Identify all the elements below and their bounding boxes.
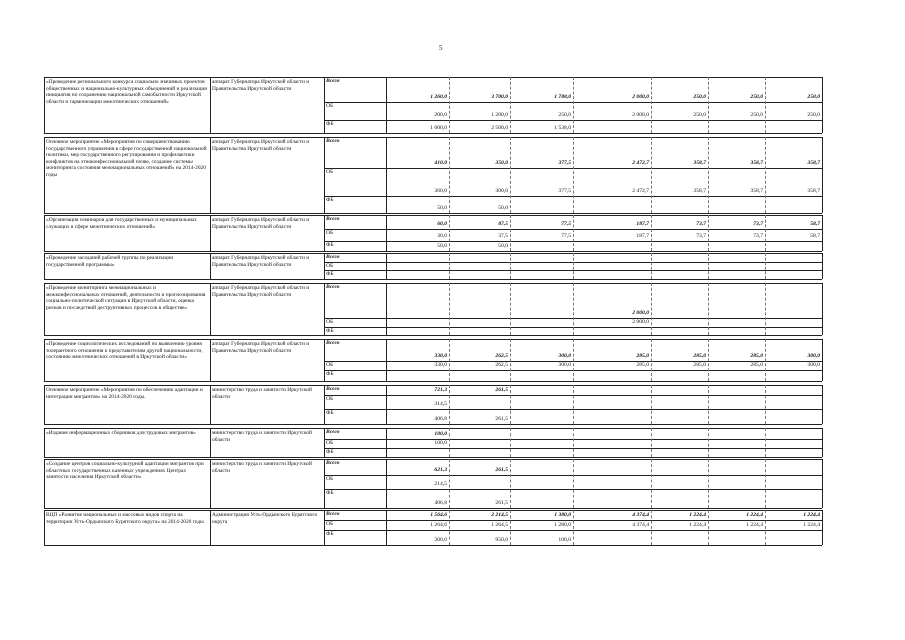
executor-name: министерство труда и занятости Иркутской области: [212, 387, 312, 400]
value-col-border: [510, 253, 511, 279]
col-border: [210, 428, 211, 457]
executor-name: Администрация Усть-Ордынского Бурятского округа: [212, 512, 318, 525]
amount-cell: 1 224,4: [746, 522, 763, 528]
funding-source: Всего: [326, 78, 340, 84]
amount-cell: 100,0: [558, 537, 571, 543]
value-col-border: [708, 283, 709, 335]
value-col-border: [510, 137, 511, 213]
row-border-top: [44, 385, 822, 386]
col-border: [822, 510, 823, 545]
funding-source: ОБ: [326, 263, 334, 269]
program-activity-name: «Проведение социологических исследований по выявлению уровня толерантного отношения к представителям другой национальности, состоянию межэтнических отношений в Иркутской области»: [46, 341, 203, 361]
amount-cell: 358,7: [807, 188, 820, 194]
program-activity-name: «Создание центров социально-культурной адаптации мигрантов при областных государственных казенных учреждениях Центрах занятости населения Иркутской области»: [46, 461, 204, 481]
value-col-border: [708, 510, 709, 545]
value-col-border: [651, 77, 652, 133]
value-col-border: [708, 459, 709, 508]
value-col-border: [651, 137, 652, 213]
col-border: [822, 428, 823, 457]
value-col-border: [765, 385, 766, 424]
col-border: [210, 77, 211, 133]
funding-source: ФБ: [326, 242, 334, 248]
col-border: [324, 510, 325, 545]
value-col-border: [573, 510, 574, 545]
amount-cell: 950,0: [495, 537, 508, 543]
row-border-top: [44, 215, 822, 216]
amount-cell: 300,0: [495, 188, 508, 194]
value-col-border: [573, 215, 574, 251]
col-border: [822, 339, 823, 381]
amount-cell: 261,5: [495, 416, 508, 422]
amount-cell: 100,0: [434, 431, 447, 437]
amount-cell: 285,0: [750, 362, 763, 368]
amount-cell: 250,0: [807, 112, 820, 118]
funding-source: ОБ: [326, 230, 334, 236]
amount-cell: 73,7: [696, 233, 706, 239]
value-col-border: [449, 215, 450, 251]
value-col-border: [708, 77, 709, 133]
value-col-border: [386, 428, 387, 457]
amount-cell: 60,0: [437, 221, 447, 227]
col-border: [210, 459, 211, 508]
amount-cell: 200,0: [434, 112, 447, 118]
amount-cell: 50,0: [498, 205, 508, 211]
funding-source: ФБ: [326, 531, 334, 537]
amount-cell: 261,5: [495, 467, 508, 473]
funding-source: ОБ: [326, 476, 334, 482]
value-col-border: [651, 215, 652, 251]
row-border-bottom: [44, 213, 822, 214]
amount-cell: 2 214,5: [491, 512, 508, 518]
value-col-border: [449, 253, 450, 279]
row-border-bottom: [44, 381, 822, 382]
value-col-border: [510, 283, 511, 335]
amount-cell: 1 788,0: [554, 94, 571, 100]
value-col-border: [510, 385, 511, 424]
value-col-border: [765, 428, 766, 457]
col-border: [210, 339, 211, 381]
amount-cell: 2 500,0: [491, 125, 508, 131]
program-activity-name: «Организация семинаров для государственных и муниципальных служащих в сфере межэтнических отношений»: [46, 217, 197, 230]
amount-cell: 1 260,0: [430, 94, 447, 100]
value-col-border: [765, 510, 766, 545]
amount-cell: 1 264,5: [491, 522, 508, 528]
executor-name: аппарат Губернатора Иркутской области и Правительства Иркутской области: [212, 139, 310, 152]
value-col-border: [386, 77, 387, 133]
col-border: [822, 459, 823, 508]
amount-cell: 285,0: [750, 353, 763, 359]
program-activity-name: ВЦП «Развитие национальных и массовых видов спорта на территории Усть-Ордынского Бурятского округа» на 2014-2020 годы: [46, 512, 204, 525]
amount-cell: 1 538,0: [554, 125, 571, 131]
col-border: [324, 385, 325, 424]
value-col-border: [765, 77, 766, 133]
value-col-border: [449, 510, 450, 545]
value-col-border: [651, 253, 652, 279]
amount-cell: 262,5: [495, 353, 508, 359]
row-border-top: [44, 77, 822, 78]
executor-name: аппарат Губернатора Иркутской области и Правительства Иркутской области: [212, 217, 310, 230]
col-border: [210, 215, 211, 251]
amount-cell: 187,7: [636, 233, 649, 239]
executor-name: аппарат Губернатора Иркутской области и Правительства Иркутской области: [212, 285, 310, 298]
value-col-border: [510, 77, 511, 133]
amount-cell: 360,0: [434, 188, 447, 194]
row-border-bottom: [44, 457, 822, 458]
amount-cell: 1 564,6: [430, 512, 447, 518]
executor-name: аппарат Губернатора Иркутской области и Правительства Иркутской области: [212, 341, 310, 354]
funding-source: ФБ: [326, 410, 334, 416]
amount-cell: 300,0: [558, 362, 571, 368]
value-col-border: [708, 339, 709, 381]
funding-source: Всего: [326, 340, 340, 346]
amount-cell: 300,0: [807, 362, 820, 368]
amount-cell: 250,0: [693, 112, 706, 118]
amount-cell: 187,7: [636, 221, 649, 227]
executor-name: аппарат Губернатора Иркутской области и Правительства Иркутской области: [212, 255, 310, 268]
value-col-border: [765, 253, 766, 279]
amount-cell: 87,5: [498, 221, 508, 227]
program-activity-name: Основное мероприятие «Мероприятия по совершенствованию государственного управления в сфере государственной национальной политики, мер государственного регулирования и профилактики конфликтов на этноконфессиональной почве, создание системы мониторинга состояния межнациональных отношений» на 2014-2020 годы: [46, 139, 207, 178]
col-border: [44, 215, 45, 251]
amount-cell: 314,5: [434, 401, 447, 407]
amount-cell: 1 224,4: [689, 512, 706, 518]
value-col-border: [573, 459, 574, 508]
value-col-border: [651, 339, 652, 381]
amount-cell: 1 200,0: [491, 112, 508, 118]
amount-cell: 1 224,4: [689, 522, 706, 528]
value-col-border: [386, 459, 387, 508]
amount-cell: 2 000,0: [632, 310, 649, 316]
value-col-border: [651, 428, 652, 457]
funding-source: ФБ: [326, 490, 334, 496]
amount-cell: 250,0: [807, 94, 820, 100]
row-border-bottom: [44, 545, 822, 546]
amount-cell: 30,0: [437, 233, 447, 239]
amount-cell: 58,7: [810, 233, 820, 239]
value-col-border: [386, 339, 387, 381]
amount-cell: 4 374,4: [632, 522, 649, 528]
col-border: [210, 283, 211, 335]
row-border-bottom: [44, 251, 822, 252]
funding-source: ОБ: [326, 319, 334, 325]
value-col-border: [449, 77, 450, 133]
value-col-border: [449, 283, 450, 335]
amount-cell: 73,7: [696, 221, 706, 227]
row-border-bottom: [44, 424, 822, 425]
col-border: [822, 253, 823, 279]
amount-cell: 2 472,7: [632, 188, 649, 194]
row-border-top: [44, 459, 822, 460]
executor-name: министерство труда и занятости Иркутской области: [212, 430, 312, 443]
row-border-top: [44, 283, 822, 284]
value-col-border: [765, 283, 766, 335]
value-col-border: [386, 510, 387, 545]
amount-cell: 2 000,0: [632, 94, 649, 100]
amount-cell: 250,0: [750, 112, 763, 118]
value-col-border: [708, 253, 709, 279]
amount-cell: 1 280,0: [554, 522, 571, 528]
amount-cell: 285,0: [693, 362, 706, 368]
value-col-border: [510, 459, 511, 508]
amount-cell: 250,0: [750, 94, 763, 100]
funding-source: Всего: [326, 386, 340, 392]
amount-cell: 73,7: [753, 221, 763, 227]
col-border: [324, 77, 325, 133]
amount-cell: 2 472,7: [632, 160, 649, 166]
value-col-border: [708, 215, 709, 251]
amount-cell: 73,7: [753, 233, 763, 239]
amount-cell: 37,5: [498, 233, 508, 239]
row-border-top: [44, 253, 822, 254]
funding-source: ФБ: [326, 371, 334, 377]
funding-source: Всего: [326, 460, 340, 466]
amount-cell: 285,0: [636, 353, 649, 359]
amount-cell: 50,0: [437, 205, 447, 211]
value-col-border: [573, 137, 574, 213]
amount-cell: 3 700,0: [491, 94, 508, 100]
value-col-border: [386, 137, 387, 213]
funding-source: ФБ: [326, 197, 334, 203]
amount-cell: 2 000,0: [632, 319, 649, 325]
value-col-border: [386, 253, 387, 279]
funding-source: Всего: [326, 284, 340, 290]
col-border: [44, 385, 45, 424]
col-border: [822, 283, 823, 335]
funding-source: ОБ: [326, 440, 334, 446]
value-col-border: [573, 253, 574, 279]
value-col-border: [510, 339, 511, 381]
col-border: [44, 428, 45, 457]
value-col-border: [765, 137, 766, 213]
value-col-border: [573, 385, 574, 424]
amount-cell: 410,0: [434, 160, 447, 166]
amount-cell: 285,0: [636, 362, 649, 368]
row-border-top: [44, 137, 822, 138]
value-col-border: [449, 428, 450, 457]
amount-cell: 1 380,0: [554, 512, 571, 518]
amount-cell: 358,7: [750, 160, 763, 166]
amount-cell: 406,8: [434, 416, 447, 422]
program-activity-name: «Проведение мониторинга межнациональных и межконфессиональных отношений, деятельности и прогнозирования социально-политической ситуации в Иркутской области, оценка рисков и последствий деструктивных процессов в обществе»: [46, 285, 206, 311]
col-border: [210, 137, 211, 213]
amount-cell: 406,8: [434, 500, 447, 506]
funding-source: ФБ: [326, 328, 334, 334]
amount-cell: 1 224,4: [803, 522, 820, 528]
program-activity-name: Основное мероприятие «Мероприятия по обеспечению адаптации и интеграции мигрантов» на 2014-2020 годы.: [46, 387, 203, 400]
value-col-border: [651, 283, 652, 335]
funding-source: ОБ: [326, 521, 334, 527]
funding-source: Всего: [326, 254, 340, 260]
funding-source: ОБ: [326, 362, 334, 368]
row-border-top: [44, 428, 822, 429]
col-border: [324, 137, 325, 213]
value-col-border: [765, 215, 766, 251]
value-col-border: [510, 510, 511, 545]
amount-cell: 300,0: [434, 537, 447, 543]
amount-cell: 77,5: [561, 221, 571, 227]
value-col-border: [651, 510, 652, 545]
value-col-border: [449, 137, 450, 213]
col-border: [210, 510, 211, 545]
col-border: [44, 253, 45, 279]
funding-source: Всего: [326, 216, 340, 222]
row-border-bottom: [44, 508, 822, 509]
amount-cell: 1 224,4: [803, 512, 820, 518]
amount-cell: 214,5: [434, 481, 447, 487]
amount-cell: 377,5: [558, 188, 571, 194]
amount-cell: 300,0: [807, 353, 820, 359]
funding-source: ОБ: [326, 169, 334, 175]
amount-cell: 621,3: [434, 467, 447, 473]
amount-cell: 4 374,4: [632, 512, 649, 518]
col-border: [44, 77, 45, 133]
col-border: [44, 137, 45, 213]
page-number: 5: [439, 44, 443, 52]
value-col-border: [765, 459, 766, 508]
funding-source: ОБ: [326, 396, 334, 402]
col-border: [324, 428, 325, 457]
funding-source: Всего: [326, 429, 340, 435]
col-border: [44, 510, 45, 545]
amount-cell: 262,5: [495, 362, 508, 368]
col-border: [822, 385, 823, 424]
value-col-border: [708, 385, 709, 424]
row-border-bottom: [44, 133, 822, 134]
amount-cell: 358,7: [693, 160, 706, 166]
value-col-border: [651, 459, 652, 508]
amount-cell: 721,3: [434, 387, 447, 393]
executor-name: министерство труда и занятости Иркутской области: [212, 461, 312, 474]
executor-name: аппарат Губернатора Иркутской области и Правительства Иркутской области: [212, 79, 310, 92]
amount-cell: 350,0: [495, 160, 508, 166]
funding-source: ОБ: [326, 103, 334, 109]
col-border: [324, 459, 325, 508]
amount-cell: 358,7: [750, 188, 763, 194]
funding-source: ФБ: [326, 449, 334, 455]
row-border-bottom: [44, 335, 822, 336]
amount-cell: 300,0: [558, 353, 571, 359]
amount-cell: 285,0: [693, 353, 706, 359]
value-col-border: [510, 215, 511, 251]
amount-cell: 100,0: [434, 440, 447, 446]
col-border: [822, 137, 823, 213]
funding-source: ФБ: [326, 271, 334, 277]
value-col-border: [573, 339, 574, 381]
col-border: [822, 77, 823, 133]
row-border-bottom: [44, 279, 822, 280]
value-col-border: [651, 385, 652, 424]
col-border: [324, 215, 325, 251]
funding-source: Всего: [326, 511, 340, 517]
amount-cell: 261,5: [495, 500, 508, 506]
col-border: [44, 339, 45, 381]
value-col-border: [708, 137, 709, 213]
program-activity-name: «Проведение регионального конкурса социально значимых проектов общественных и национально-культурных объединений и реализации инициатив по сохранению национальной самобытности Иркутской области и гармонизации межэтнических отношений»: [46, 79, 208, 105]
value-col-border: [573, 77, 574, 133]
funding-source: ФБ: [326, 121, 334, 127]
value-col-border: [449, 459, 450, 508]
amount-cell: 1 000,0: [430, 125, 447, 131]
amount-cell: 58,7: [810, 221, 820, 227]
row-border-top: [44, 510, 822, 511]
col-border: [44, 283, 45, 335]
amount-cell: 250,0: [558, 112, 571, 118]
col-border: [210, 385, 211, 424]
col-border: [210, 253, 211, 279]
amount-cell: 261,5: [495, 387, 508, 393]
program-activity-name: «Издание информационных сборников для трудовых мигрантов»: [46, 430, 196, 436]
col-border: [324, 253, 325, 279]
amount-cell: 330,0: [434, 362, 447, 368]
value-col-border: [765, 339, 766, 381]
amount-cell: 50,0: [437, 243, 447, 249]
amount-cell: 358,7: [693, 188, 706, 194]
amount-cell: 1 264,6: [430, 522, 447, 528]
value-col-border: [449, 339, 450, 381]
amount-cell: 77,5: [561, 233, 571, 239]
value-col-border: [386, 215, 387, 251]
amount-cell: 377,5: [558, 160, 571, 166]
value-col-border: [573, 428, 574, 457]
col-border: [44, 459, 45, 508]
amount-cell: 250,0: [693, 94, 706, 100]
value-col-border: [708, 428, 709, 457]
row-border-top: [44, 339, 822, 340]
col-border: [822, 215, 823, 251]
amount-cell: 2 000,0: [632, 112, 649, 118]
value-col-border: [386, 283, 387, 335]
amount-cell: 358,7: [807, 160, 820, 166]
value-col-border: [573, 283, 574, 335]
value-col-border: [449, 385, 450, 424]
amount-cell: 50,0: [498, 243, 508, 249]
col-border: [324, 339, 325, 381]
funding-source: Всего: [326, 138, 340, 144]
program-activity-name: «Проведение заседаний рабочей группы по реализации государственной программы»: [46, 255, 174, 268]
value-col-border: [386, 385, 387, 424]
amount-cell: 1 224,4: [746, 512, 763, 518]
amount-cell: 330,0: [434, 353, 447, 359]
value-col-border: [510, 428, 511, 457]
